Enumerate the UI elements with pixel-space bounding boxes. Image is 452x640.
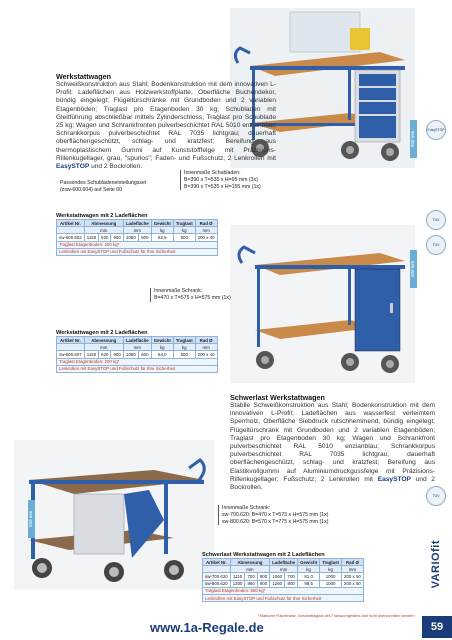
- easystop-badge: EasySTOP: [426, 120, 446, 140]
- height-dimension-tag-2: 600 mm: [410, 250, 417, 288]
- table2-title: Werkstattwagen mit 2 Ladeflächen: [56, 330, 148, 336]
- easystop-inline-brand-2: EasySTOP: [377, 475, 411, 483]
- callout-drawer-dimensions: Innenmaße Schubladen: B=390 x T=535 x H=95 mm (3x) B=390 x T=535 x H=155 mm (1x): [180, 170, 305, 190]
- page-number: 59: [422, 616, 452, 638]
- heavy-cart-illustration: [14, 440, 214, 590]
- section1-title: Werkstattwagen: [56, 72, 111, 81]
- callout-heavy-cabinet-dimensions: Innenmaße Schrank: sw-700.620: B=470 x T=575 x H=575 mm (1x) sw-800.620: B=570 x T=775 x H=575 mm (1x): [218, 505, 378, 525]
- table1-spec-table: Artikel Nr. Abmessung Ladefläche Gewicht Traglast Rad Ø mm mm kg kg mm sw-600.602 1150 620 900 1060 600 82,5 500 200 x 40 Traglast Etagenboden: 200 kg* Lenkrollen mit EasySTOP und Fußschutz für Ihre Sicherheit: [56, 219, 218, 256]
- table3-title: Schwerlast Werkstattwagen mit 2 Ladeflächen: [202, 552, 325, 558]
- table-row: sw-600.602 1150 620 900 1060 600 82,5 500 200 x 40: [57, 234, 218, 241]
- table-row: sw-700.620 1110 700 900 1060 700 81,0 1000 200 x 50: [203, 573, 364, 580]
- callout-drawer-set: Passendes Schubladeneinteilungsset (zsw-600.604) auf Seite 60: [60, 180, 147, 193]
- tuv-badge-2: TÜV: [426, 235, 446, 255]
- table-row: sw-800.620 1300 860 900 1260 800 98,5 1000 200 x 50: [203, 580, 364, 587]
- height-dimension-tag-1: 600 mm: [410, 120, 417, 158]
- table3-spec-table: Artikel Nr. Abmessung Ladefläche Gewicht Traglast Rad Ø mm mm kg kg mm sw-700.620 1110 700 900 1060 700 81,0 1000 200 x 50 sw-800.620 1300 860 900 1260 800 98,5 1000 200 x 50 Traglast Etagenboden: 500 kg* Lenkrollen mit EasySTOP und Fußschutz für Ihre Sicherheit: [202, 558, 364, 602]
- tuv-badge-3: TÜV: [426, 486, 446, 506]
- variofit-brand-logo: VARIOfit: [430, 540, 442, 589]
- product-photo-heavy-cart: [14, 440, 214, 590]
- section2-text: [230, 393, 435, 492]
- section2-title: Schwerlast Werkstattwagen: [230, 393, 325, 402]
- footnote: *Statische Flächenlast. Gesamttraglast des Transportgerätes darf nicht überschritten werden!: [258, 614, 415, 618]
- table-row: sw-600.607 1150 620 900 1060 600 84,0 500 200 x 40: [57, 351, 218, 358]
- callout-cabinet-dimensions: Innenmaße Schrank: B=470 x T=575 x H=575 mm (1x): [150, 288, 260, 302]
- table2-block: [56, 330, 218, 373]
- table1-title: Werkstattwagen mit 2 Ladeflächen: [56, 213, 148, 219]
- tuv-badge-1: TÜV: [426, 210, 446, 230]
- footer-website-link[interactable]: www.1a-Regale.de: [150, 620, 264, 635]
- height-dimension-tag-3: 600 mm: [28, 500, 35, 538]
- table1-block: [56, 213, 218, 256]
- section1-body: Schweißkonstruktion aus Stahl; Bodenkonstruktion mit dem innovativen L-Profil; Ladeflächen aus Holzwerkstoffplatte, Oberfläche Buchendekor, bündig eingelegt; Flügeltürschränke mit Grundboden und 2 variablen Etagenböden; Traglast pro Etagenboden 30 kg; Schubladen mit Gleitführung abschließbar mittels Zylinderschloss; Traglast pro Schublade 25 kg; Wagen und Schrankfronten pulverbeschichtet RAL 5010 enzianblau; Schrankkorpus pulverbeschichtet RAL 7035 lichtgrau; dauerhaft oberflächengeschützt, schlag- und kratzfest; Bereifung aus thermoplastischem Gummi auf Kunststofffelge mit Präzisions-Rillenkugellager, grau, "spurlos"; Faden- und Fußschutz; 2 Lenkrollen mit EasySTOP und 2 Bockrollen.: [56, 81, 276, 171]
- table2-spec-table: Artikel Nr. Abmessung Ladefläche Gewicht Traglast Rad Ø mm mm kg kg mm sw-600.607 1150 620 900 1060 600 84,0 500 200 x 40 Traglast Etagenboden: 200 kg* Lenkrollen mit EasySTOP und Fußschutz für Ihre Sicherheit: [56, 336, 218, 373]
- table3-block: [202, 552, 364, 602]
- section1-text: [56, 72, 276, 171]
- product-photo-cabinet-cart: [230, 225, 415, 383]
- cabinet-cart-illustration: [230, 225, 415, 383]
- easystop-inline-brand: EasySTOP: [56, 163, 90, 171]
- section2-body: Stabile Schweißkonstruktion aus Stahl; Bodenkonstruktion mit dem innovativen L-Profil; Ladeflächen aus wasserfest verleimtem Sperrholz, Oberfläche Siebdruck rutschhemmend, bündig eingelegt; Flügeltürschrank mit Grundboden und 2 variablen Etagenböden; Traglast pro Etagenboden 30 kg; Wagen und Schrankfront pulverbeschichtet RAL 5010 enzianblau; Schrankkorpus pulverbeschichtet RAL 7035 lichtgrau; dauerhaft oberflächengeschützt, schlag- und kratzfest; Bereifung aus Elastikvollgummi auf Aluminiumdruckgussfelge mit Präzisions-Rillenkugellager; Fußschutz; 2 Lenkrollen mit EasySTOP und 2 Bockrollen.: [230, 402, 435, 492]
